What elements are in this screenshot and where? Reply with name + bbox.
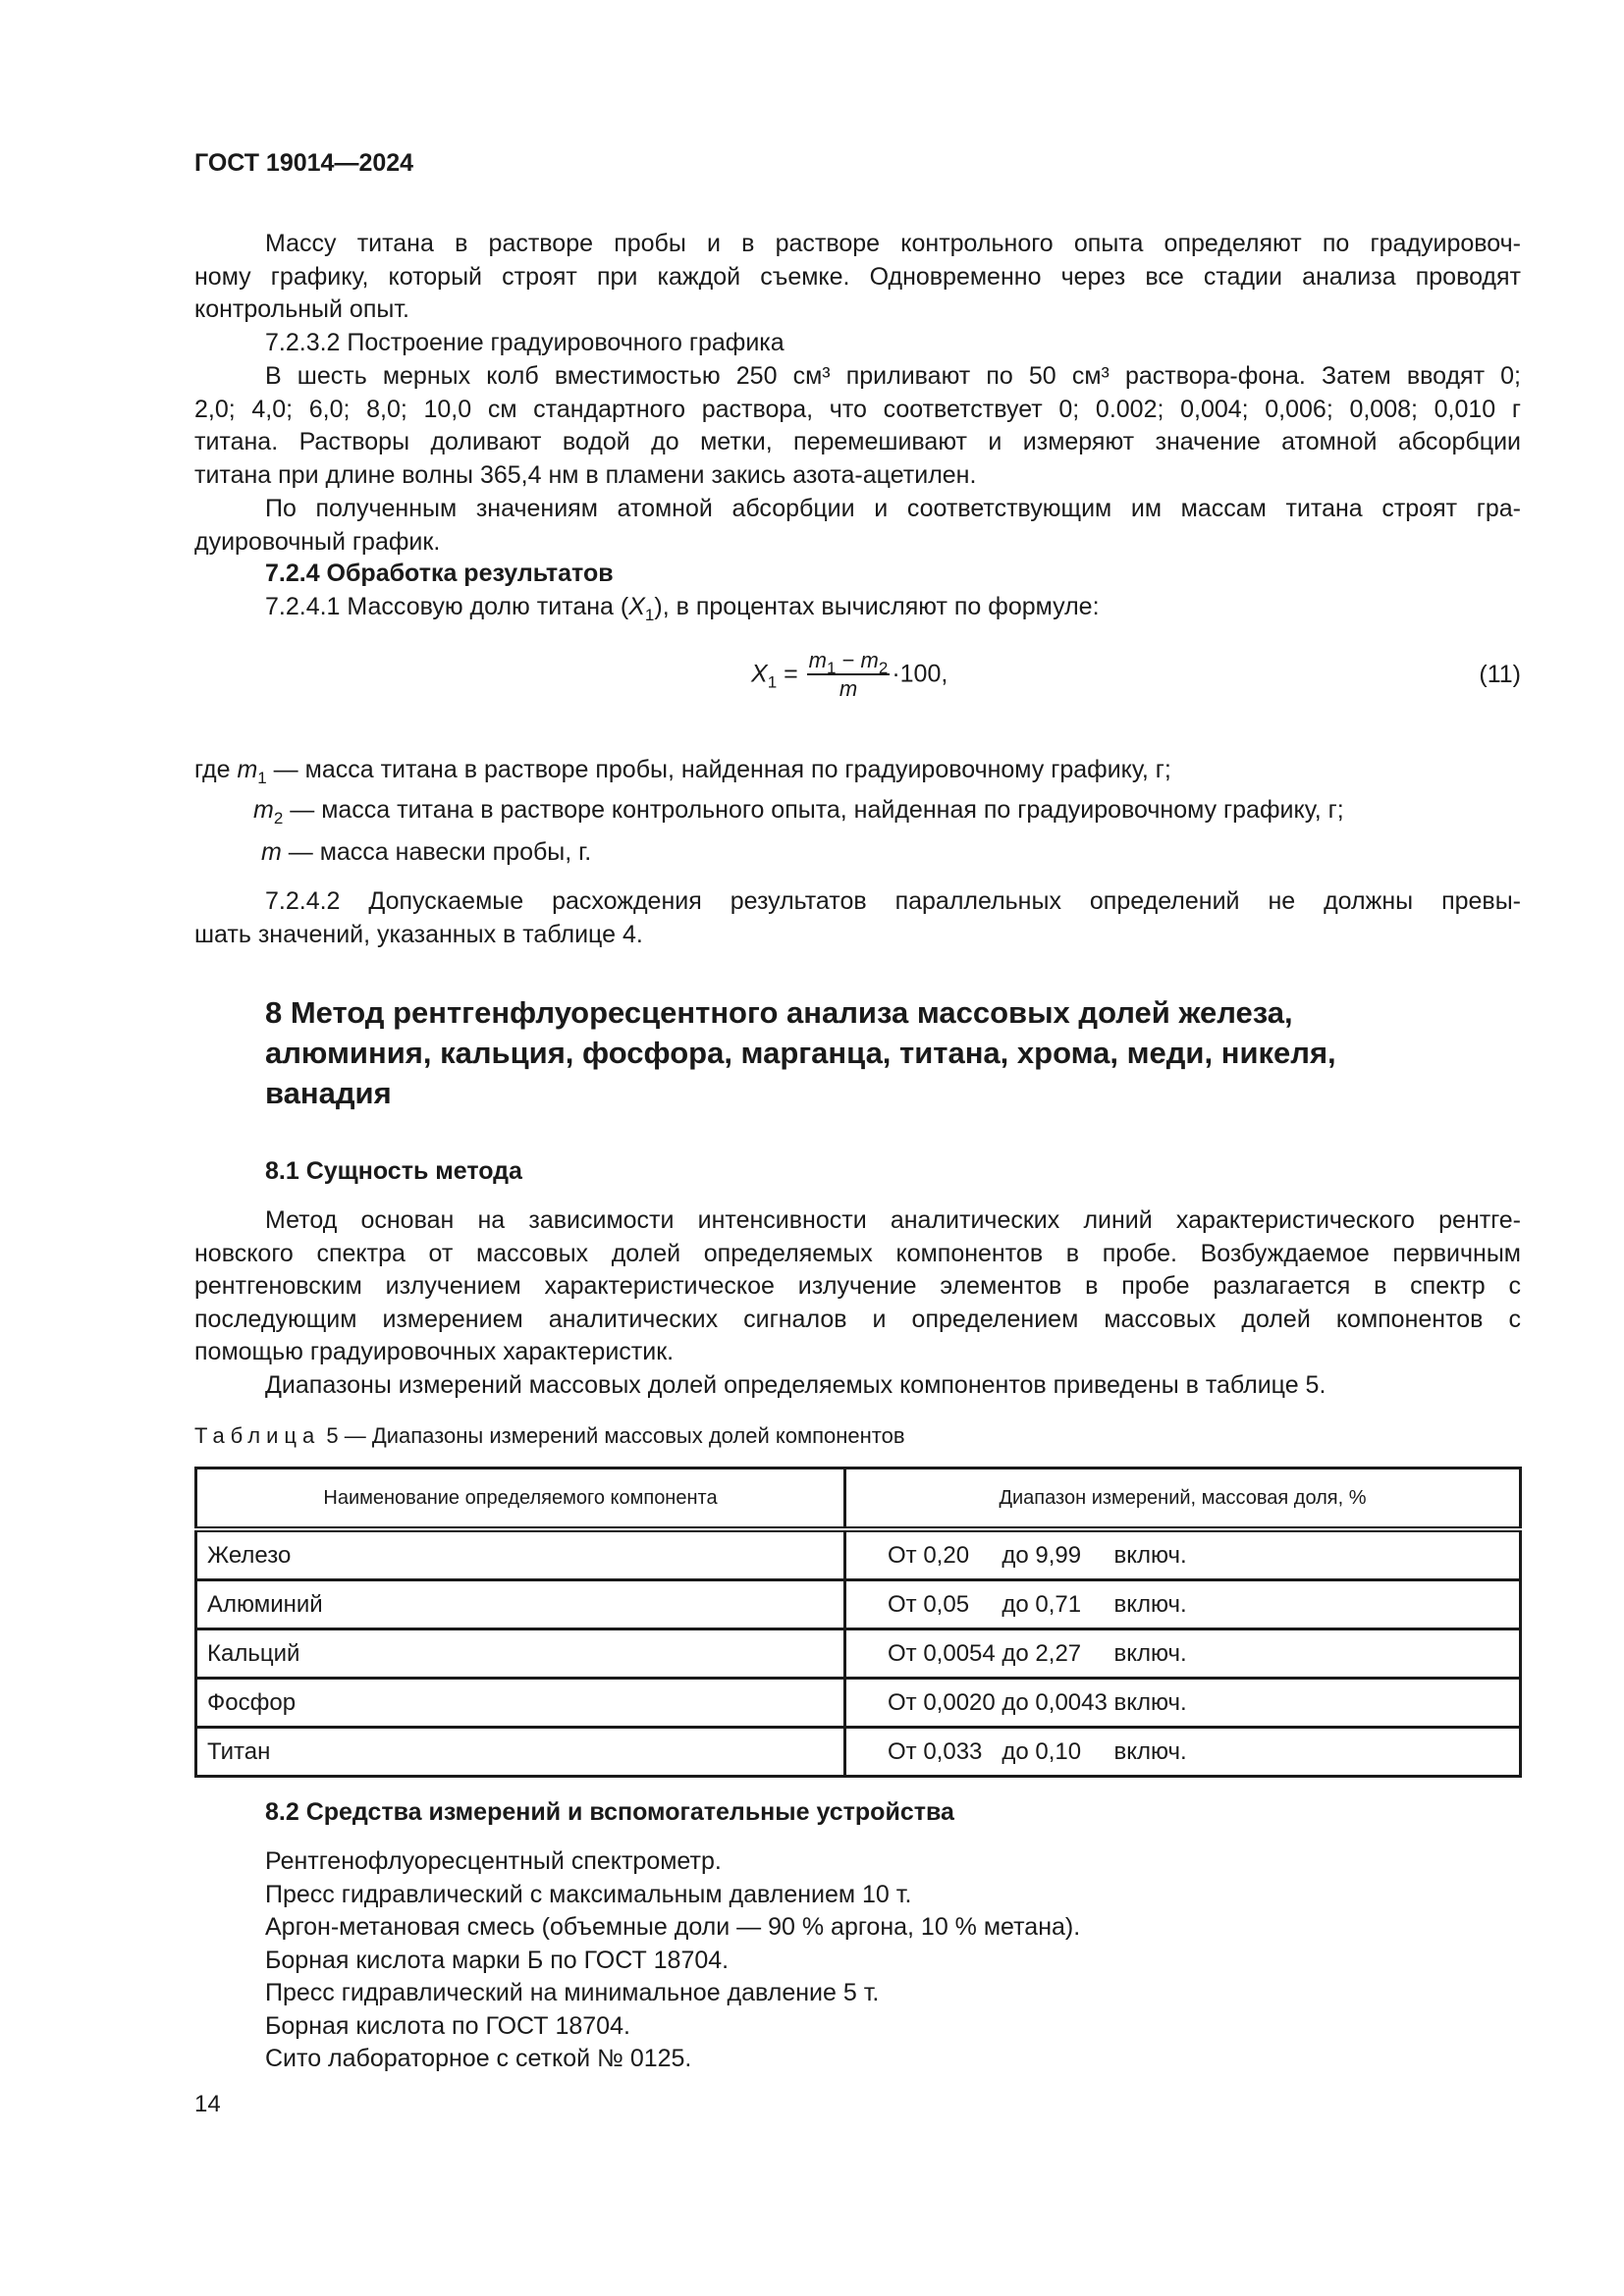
list-item: Рентгенофлуоресцентный спектрометр.	[265, 1847, 722, 1875]
paragraph-calibration	[194, 493, 1521, 559]
table-5	[194, 1467, 1522, 1778]
component-cell: Кальций	[196, 1629, 845, 1679]
table-row	[196, 1728, 1521, 1777]
paragraph-flasks	[194, 360, 1521, 492]
text-line: титана при длине волны 365,4 нм в пламени закись азота-ацетилен.	[194, 460, 977, 489]
list-item: Аргон-метановая смесь (объемные доли — 90 % аргона, 10 % метана).	[265, 1913, 1081, 1941]
text-line: В шесть мерных колб вместимостью 250 см³ приливают по 50 см³ раствора-фона. Затем вводят 0;	[265, 362, 1521, 390]
subsection-7-2-4: 7.2.4 Обработка результатов	[265, 560, 614, 587]
column-header-component: Наименование определяемого компонента	[196, 1468, 845, 1530]
text-line: ному графику, который строят при каждой съемке. Одновременно через все стадии анализа проводят	[194, 262, 1521, 291]
page-number: 14	[194, 2091, 221, 2117]
text-line: Метод основан на зависимости интенсивности аналитических линий характеристического рентге-	[265, 1206, 1521, 1234]
range-cell: От 0,033 до 0,10 включ.	[845, 1728, 1521, 1777]
paragraph-method-essence	[194, 1204, 1521, 1369]
text-line: дуировочный график.	[194, 527, 441, 556]
paragraph-ranges: Диапазоны измерений массовых долей определяемых компонентов приведены в таблице 5.	[265, 1371, 1326, 1399]
text-line: последующим измерением аналитических сигналов и определением массовых долей компонентов с	[194, 1305, 1521, 1333]
text-line: контрольный опыт.	[194, 295, 409, 323]
column-header-range: Диапазон измерений, массовая доля, %	[845, 1468, 1521, 1530]
range-cell: От 0,0020 до 0,0043 включ.	[845, 1679, 1521, 1728]
document-header: ГОСТ 19014—2024	[194, 149, 414, 177]
where-m1: где $m_1$ — масса титана в растворе пробы, найденная по градуировочному графику, г;	[194, 756, 1171, 787]
where-m: m — масса навески пробы, г.	[261, 838, 592, 866]
range-cell: От 0,0054 до 2,27 включ.	[845, 1629, 1521, 1679]
paragraph-7-2-4-2	[194, 885, 1521, 951]
subsection-7-2-3-2: 7.2.3.2 Построение градуировочного графика	[265, 329, 785, 356]
text-line: рентгеновским излучением характеристическое излучение элементов в пробе разлагается в спектр с	[194, 1272, 1521, 1300]
formula-11: $X_1$ = $\frac{m_1 - m_2}{m}$ ·100,	[751, 648, 948, 701]
list-item: Сито лабораторное с сеткой № 0125.	[265, 2045, 692, 2072]
component-cell: Железо	[196, 1529, 845, 1580]
text-line: алюминия, кальция, фосфора, марганца, титана, хрома, меди, никеля,	[265, 1036, 1336, 1070]
list-item: Борная кислота марки Б по ГОСТ 18704.	[265, 1946, 730, 1974]
table-row	[196, 1529, 1521, 1580]
text-line: ванадия	[265, 1076, 392, 1110]
range-cell: От 0,20 до 9,99 включ.	[845, 1529, 1521, 1580]
list-item: Пресс гидравлический с максимальным давлением 10 т.	[265, 1880, 912, 1908]
text-line: новского спектра от массовых долей определяемых компонентов в пробе. Возбуждаемое первичным	[194, 1239, 1521, 1267]
list-item: Пресс гидравлический на минимальное давление 5 т.	[265, 1979, 880, 2006]
text-line: По полученным значениям атомной абсорбции и соответствующим им массам титана строят гра-	[265, 495, 1521, 522]
range-cell: От 0,05 до 0,71 включ.	[845, 1580, 1521, 1629]
formula-number: (11)	[1479, 661, 1521, 688]
where-m2: $m_2$ — масса титана в растворе контрольного опыта, найденная по градуировочному графику, г;	[253, 796, 1344, 828]
subsection-8-2: 8.2 Средства измерений и вспомогательные устройства	[265, 1798, 954, 1826]
equipment-list	[194, 1845, 1521, 2076]
table-caption: Таблица 5 — Диапазоны измерений массовых долей компонентов	[194, 1423, 905, 1448]
component-cell: Фосфор	[196, 1679, 845, 1728]
table-row	[196, 1580, 1521, 1629]
section-8-heading	[265, 992, 1522, 1113]
text-line: шать значений, указанных в таблице 4.	[194, 920, 643, 948]
component-cell: Титан	[196, 1728, 845, 1777]
table-row	[196, 1629, 1521, 1679]
text-line: помощью градуировочных характеристик.	[194, 1338, 675, 1365]
component-cell: Алюминий	[196, 1580, 845, 1629]
text-line: Массу титана в растворе пробы и в растворе контрольного опыта определяют по градуировоч-	[265, 230, 1521, 257]
table-row	[196, 1679, 1521, 1728]
list-item: Борная кислота по ГОСТ 18704.	[265, 2011, 630, 2040]
text-line: 7.2.4.2 Допускаемые расхождения результатов параллельных определений не должны превы-	[265, 887, 1521, 915]
subsection-8-1: 8.1 Сущность метода	[265, 1157, 522, 1185]
subsection-7-2-4-1: 7.2.4.1 Массовую долю титана $(X_1)$, в процентах вычисляют по формуле:	[265, 593, 1100, 624]
text-line: 2,0; 4,0; 6,0; 8,0; 10,0 см стандартного раствора, что соответствует 0; 0.002; 0,004; 0,006; 0,008; 0,010 г	[194, 395, 1521, 423]
text-line: 8 Метод рентгенфлуоресцентного анализа массовых долей железа,	[265, 995, 1293, 1030]
text-line: титана. Растворы доливают водой до метки, перемешивают и измеряют значение атомной абсорбции	[194, 428, 1521, 455]
paragraph-titanium-mass	[194, 228, 1521, 327]
